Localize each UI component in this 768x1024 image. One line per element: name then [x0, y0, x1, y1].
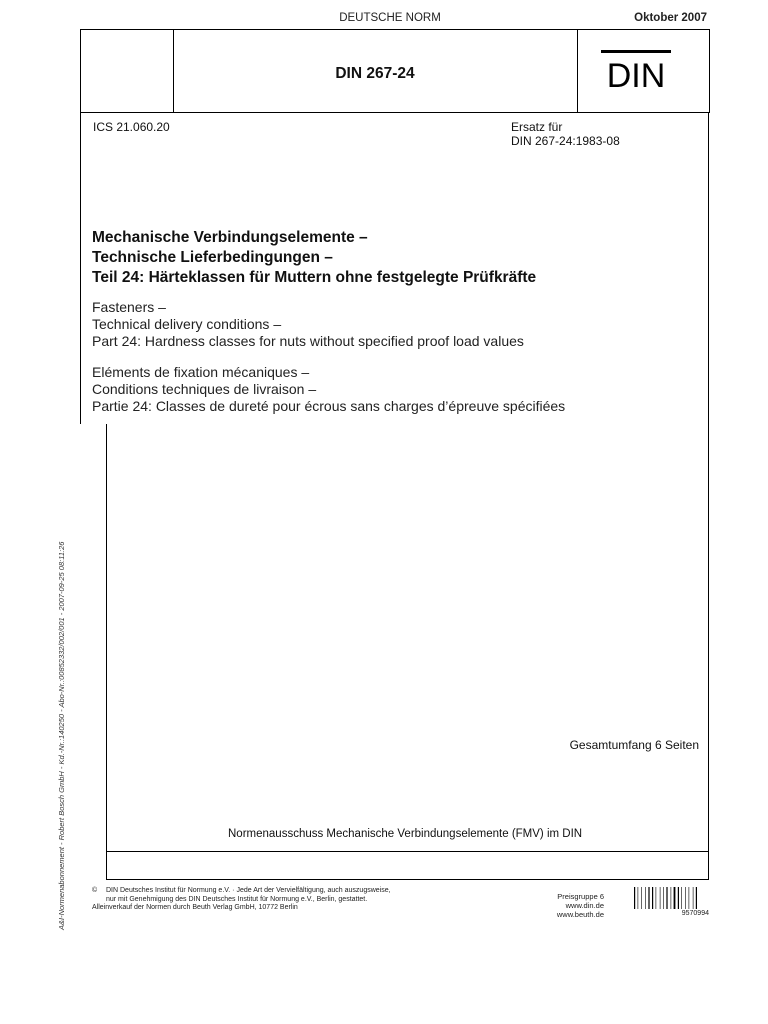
price-info: [524, 892, 604, 919]
subscription-side-note: A&I-Normenabonnement - Robert Bosch GmbH - Kd.-Nr.:140250 - Abo-Nr.:00852332/002/001 - 2007-09-25 08:11:26: [57, 541, 66, 930]
title-line: Partie 24: Classes de dureté pour écrous sans charges d’épreuve spécifiées: [92, 398, 566, 414]
barcode-bar: [660, 887, 661, 909]
header-divider-right: [577, 30, 578, 112]
barcode-bar: [663, 887, 664, 909]
document-number: DIN 267-24: [335, 65, 415, 82]
title-line: Eléments de fixation mécaniques –: [92, 364, 310, 380]
replaces-label: Ersatz für: [511, 120, 563, 134]
barcode-bar: [685, 887, 686, 909]
title-line: Technical delivery conditions –: [92, 316, 282, 332]
ics-code: ICS 21.060.20: [93, 120, 170, 134]
copyright-notice: [92, 887, 391, 913]
title-line: Technische Lieferbedingungen –: [92, 249, 333, 266]
title-line: Fasteners –: [92, 299, 166, 315]
website-din: www.din.de: [565, 901, 604, 910]
total-pages: Gesamtumfang 6 Seiten: [569, 738, 699, 752]
barcode-bar: [696, 887, 697, 909]
standard-type: DEUTSCHE NORM: [339, 12, 441, 24]
barcode-bar: [666, 887, 667, 909]
barcode-bar: [674, 887, 676, 909]
publication-date: Oktober 2007: [634, 12, 707, 24]
replaces-block: [511, 120, 620, 148]
frame-right-border: [708, 113, 709, 424]
title-line: Part 24: Hardness classes for nuts without specified proof load values: [92, 333, 524, 349]
website-beuth: www.beuth.de: [556, 910, 604, 919]
barcode: [634, 887, 709, 909]
barcode-bar: [641, 887, 642, 909]
copyright-symbol: ©: [92, 887, 98, 894]
barcode-bar: [645, 887, 646, 909]
title-french: [92, 364, 565, 415]
title-line: Teil 24: Härteklassen für Muttern ohne festgelegte Prüfkräfte: [92, 269, 537, 286]
frame-bottom-border: [106, 879, 709, 880]
frame-left-border: [80, 113, 81, 424]
replaces-document: DIN 267-24:1983-08: [511, 134, 620, 148]
copyright-line: DIN Deutsches Institut für Normung e.V. · Jede Art der Vervielfältigung, auch auszugsweise,: [106, 887, 391, 894]
lower-right-border: [708, 424, 709, 880]
barcode-bar: [652, 887, 653, 909]
title-german: [92, 228, 536, 288]
barcode-bar: [693, 887, 694, 909]
title-english: [92, 299, 524, 350]
barcode-bar: [689, 887, 690, 909]
copyright-line: Alleinverkauf der Normen durch Beuth Verlag GmbH, 10772 Berlin: [92, 904, 298, 911]
barcode-number: 9570994: [681, 910, 709, 917]
din-logo-text: DIN: [606, 57, 666, 90]
barcode-bar: [634, 887, 635, 909]
barcode-bar: [656, 887, 657, 909]
lower-left-border: [106, 424, 107, 880]
barcode-bar: [671, 887, 672, 909]
barcode-bar: [648, 887, 649, 909]
title-line: Mechanische Verbindungselemente –: [92, 229, 368, 246]
copyright-line: nur mit Genehmigung des DIN Deutsches Institut für Normung e.V., Berlin, gestattet.: [106, 895, 368, 903]
barcode-bar: [681, 887, 682, 909]
title-line: Conditions techniques de livraison –: [92, 381, 317, 397]
barcode-bar: [638, 887, 639, 909]
barcode-bar: [678, 887, 679, 909]
committee-name: Normenausschuss Mechanische Verbindungselemente (FMV) im DIN: [228, 828, 583, 840]
header-box: [80, 29, 710, 113]
din-logo: [601, 50, 671, 90]
price-group: Preisgruppe 6: [557, 892, 604, 901]
committee-divider: [106, 851, 709, 852]
